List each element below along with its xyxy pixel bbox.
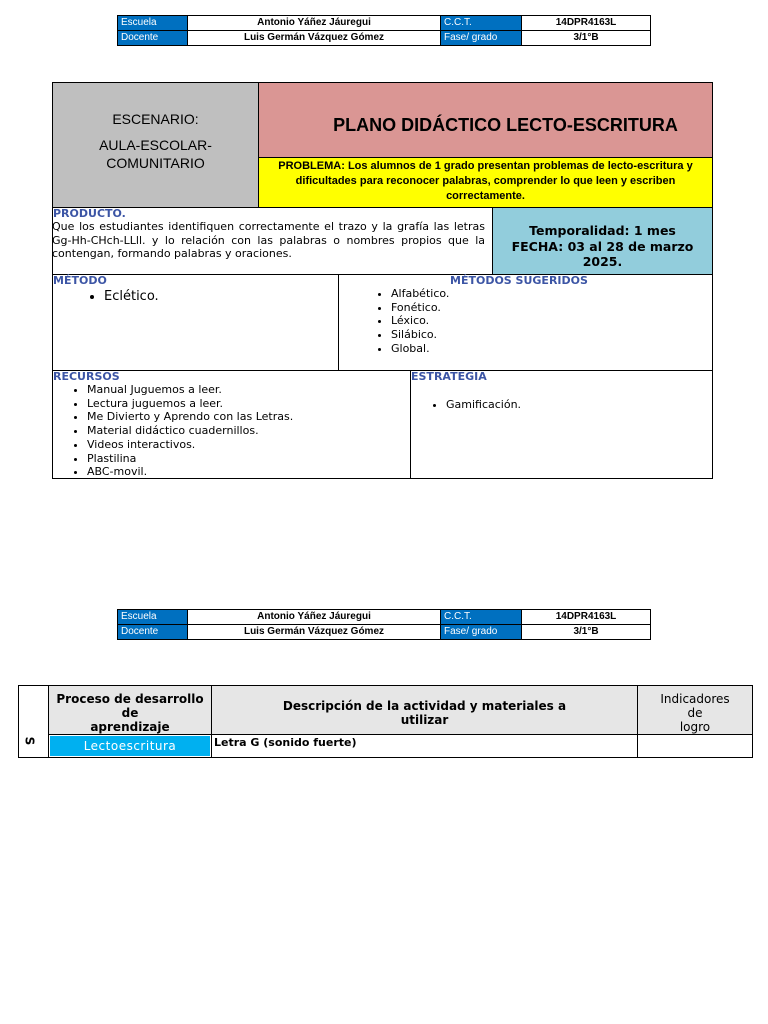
docente-label: Docente — [118, 31, 188, 46]
school-info-table-top — [117, 15, 651, 46]
col-proceso-header — [48, 685, 212, 735]
col-descripcion-line1: Descripción de la actividad y materiales a — [282, 699, 567, 713]
list-item: • Global. — [391, 342, 712, 356]
metodo-list — [104, 289, 338, 305]
list-item: • ABC-movil. — [87, 465, 410, 479]
escuela-value: Antonio Yáñez Jáuregui — [188, 16, 441, 31]
escuela-value: Antonio Yáñez Jáuregui — [188, 610, 441, 625]
metodo-label: MÉTODO — [53, 274, 107, 287]
escenario-label: ESCENARIO: — [112, 111, 199, 127]
side-cell — [18, 685, 49, 758]
list-item: • Videos interactivos. — [87, 438, 410, 452]
temporalidad-text: Temporalidad: 1 mes — [529, 223, 676, 238]
col-indicadores-line1: Indicadores — [660, 692, 730, 706]
problema-cell — [258, 157, 713, 208]
col-indicadores-header — [637, 685, 753, 735]
metodo-cell — [52, 274, 339, 371]
row1-indicadores-cell — [637, 734, 753, 758]
list-item: • Gamificación. — [446, 398, 712, 412]
escenario-line3: COMUNITARIO — [106, 155, 205, 171]
list-item: • Plastilina — [87, 452, 410, 466]
col-proceso-line1: Proceso de desarrollo — [56, 692, 204, 706]
list-item: • Material didáctico cuadernillos. — [87, 424, 410, 438]
fecha-text: FECHA: 03 al 28 de marzo 2025. — [511, 238, 694, 269]
escuela-label: Escuela — [118, 610, 188, 625]
metodos-sugeridos-label: MÉTODOS SUGERIDOS — [450, 274, 588, 287]
recursos-label: RECURSOS — [53, 370, 120, 383]
estrategia-cell — [410, 370, 713, 479]
producto-text: Que los estudiantes identifiquen correctamente el trazo y la grafía las letras Gg-Hh-CHch-LLll. y lo relación con las palabras o nombres propios que la contengan, formando palabras y oraciones. — [52, 220, 485, 260]
docente-label: Docente — [118, 625, 188, 640]
list-item: • Léxico. — [391, 314, 712, 328]
list-item: • Manual Juguemos a leer. — [87, 383, 410, 397]
fase-value: 3/1°B — [522, 625, 651, 640]
plan-title: PLANO DIDÁCTICO LECTO-ESCRITURA — [333, 115, 678, 135]
problema-text: PROBLEMA: Los alumnos de 1 grado presentan problemas de lecto-escritura y dificultades para reconocer palabras, comprender lo que leen y escriben correctamente. — [278, 160, 693, 202]
col-proceso-line3: aprendizaje — [90, 720, 170, 734]
metodos-sugeridos-list — [391, 287, 712, 356]
list-item: • Eclético. — [104, 289, 338, 305]
row1-descripcion-cell — [211, 734, 638, 758]
cct-label: C.C.T. — [441, 16, 522, 31]
list-item: • Fonético. — [391, 301, 712, 315]
fase-label: Fase/ grado — [441, 31, 522, 46]
row1-proceso-cell — [48, 734, 212, 758]
col-descripcion-line2: utilizar — [400, 713, 449, 727]
col-descripcion-header — [211, 685, 638, 735]
temporalidad-cell — [492, 207, 713, 275]
escuela-label: Escuela — [118, 16, 188, 31]
docente-value: Luis Germán Vázquez Gómez — [188, 31, 441, 46]
list-item: • Silábico. — [391, 328, 712, 342]
cct-value: 14DPR4163L — [522, 16, 651, 31]
col-indicadores-line3: logro — [679, 720, 711, 734]
metodos-sugeridos-cell — [338, 274, 713, 371]
escenario-line2: AULA-ESCOLAR- — [99, 137, 212, 153]
escenario-cell — [52, 82, 259, 208]
school-info-table-bottom — [117, 609, 651, 640]
list-item: • Lectura juguemos a leer. — [87, 397, 410, 411]
row1-descripcion: Letra G (sonido fuerte) — [214, 736, 357, 749]
producto-label: PRODUCTO. — [53, 207, 126, 220]
plan-title-cell — [258, 82, 713, 158]
list-item: • Me Divierto y Aprendo con las Letras. — [87, 410, 410, 424]
cct-label: C.C.T. — [441, 610, 522, 625]
docente-value: Luis Germán Vázquez Gómez — [188, 625, 441, 640]
estrategia-list — [446, 398, 712, 412]
side-letter: S — [22, 736, 37, 746]
estrategia-label: ESTRATEGIA — [411, 370, 487, 383]
col-proceso-line2: de — [121, 706, 139, 720]
cct-value: 14DPR4163L — [522, 610, 651, 625]
col-indicadores-line2: de — [687, 706, 703, 720]
recursos-cell — [52, 370, 411, 479]
fase-value: 3/1°B — [522, 31, 651, 46]
producto-cell — [52, 207, 493, 275]
list-item: • Alfabético. — [391, 287, 712, 301]
row1-proceso-badge: Lectoescritura — [50, 736, 210, 756]
recursos-list — [87, 383, 410, 479]
fase-label: Fase/ grado — [441, 625, 522, 640]
